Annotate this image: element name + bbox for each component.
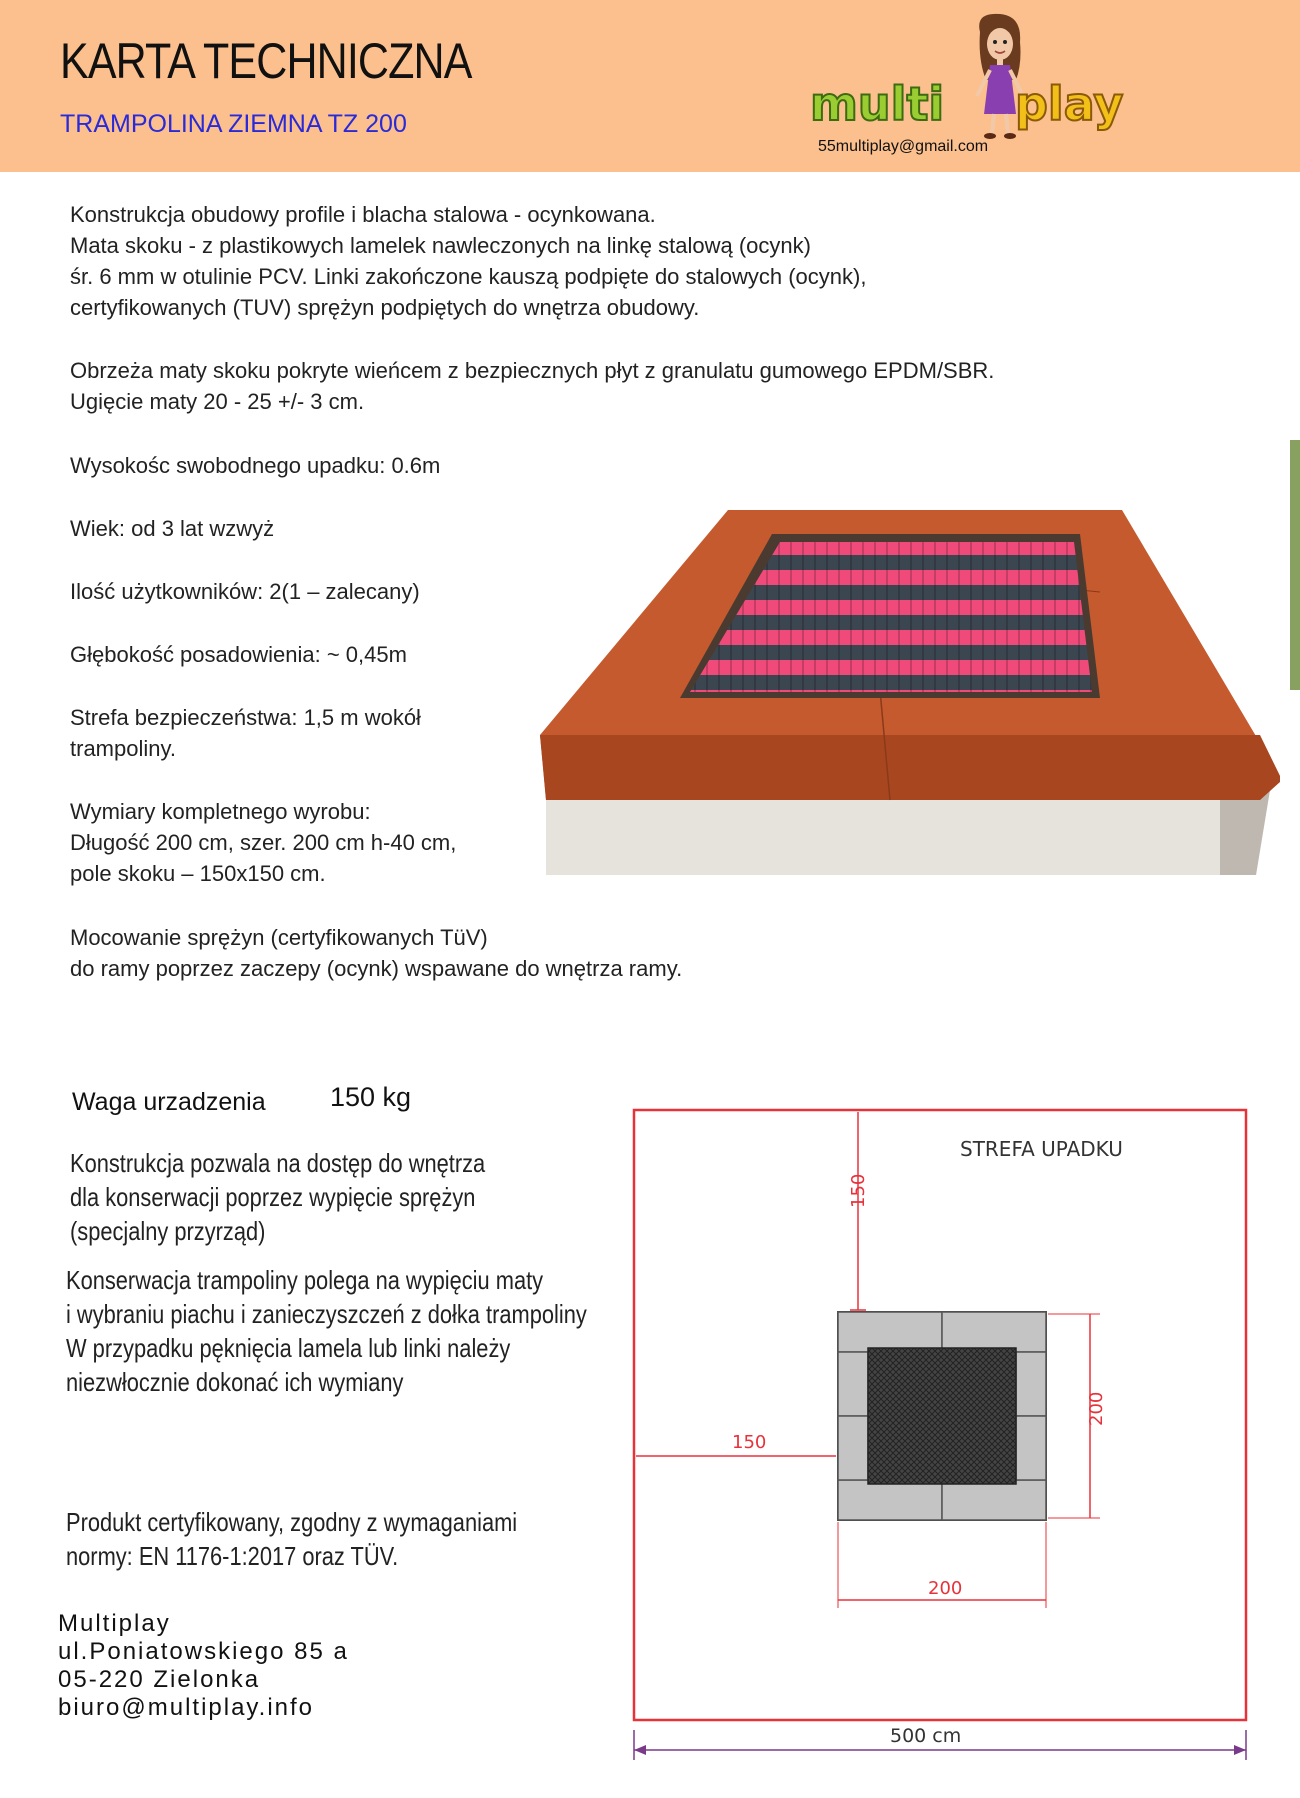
maintenance-paragraph [66,1263,587,1399]
page-subtitle: TRAMPOLINA ZIEMNA TZ 200 [60,110,407,138]
product-dimensions [70,796,456,889]
text-line: Długość 200 cm, szer. 200 cm h-40 cm, [70,830,457,855]
description-paragraph-2 [70,355,994,417]
weight-value: 150 kg [330,1082,412,1112]
description-paragraph-1 [70,199,866,323]
text-line: (specjalny przyrząd) [70,1216,266,1246]
text-line: normy: EN 1176-1:2017 oraz TÜV. [66,1541,399,1571]
dim-right-200: 200 [1086,1391,1107,1426]
text-line: Mata skoku - z plastikowych lamelek nawleczonych na linkę stalową (ocynk) [70,233,811,258]
text-line: Produkt certyfikowany, zgodny z wymaganiami [66,1507,518,1537]
dim-left-150: 150 [732,1432,767,1453]
text-line: i wybraniu piachu i zanieczyszczeń z dołka trampoliny [66,1299,587,1329]
fall-zone-label: STREFA UPADKU [960,1137,1123,1161]
fall-height: Wysokośc swobodnego upadku: 0.6m [70,453,441,478]
address-line: 05-220 Zielonka [58,1666,261,1693]
dim-total-500: 500 cm [890,1725,962,1747]
dim-bottom-200: 200 [928,1578,963,1599]
age-range: Wiek: od 3 lat wzwyż [70,516,275,541]
dim-top-150: 150 [848,1173,869,1208]
text-line: pole skoku – 150x150 cm. [70,861,326,886]
text-line: W przypadku pęknięcia lamela lub linki należy [66,1333,511,1363]
address-line: Multiplay [58,1610,171,1637]
trampoline-photo [540,510,1280,880]
text-line: Konstrukcja obudowy profile i blacha stalowa - ocynkowana. [70,202,656,227]
text-line: certyfikowanych (TUV) sprężyn podpiętych do wnętrza obudowy. [70,295,700,320]
text-line: niezwłocznie dokonać ich wymiany [66,1367,404,1397]
text-line: trampoliny. [70,736,176,761]
text-line: dla konserwacji poprzez wypięcie sprężyn [70,1182,476,1212]
address-line: ul.Poniatowskiego 85 a [58,1638,349,1665]
foundation-depth: Głębokość posadowienia: ~ 0,45m [70,642,407,667]
text-line: Konstrukcja pozwala na dostęp do wnętrza [70,1148,486,1178]
text-line: Konserwacja trampoliny polega na wypięciu maty [66,1265,544,1295]
text-line: Wymiary kompletnego wyrobu: [70,799,371,824]
text-line: Obrzeża maty skoku pokryte wieńcem z bezpiecznych płyt z granulatu gumowego EPDM/SBR. [70,358,995,383]
cropped-photo-edge [1290,440,1300,690]
trampoline-top-view [838,1312,1046,1520]
access-paragraph [70,1146,485,1248]
safety-zone-diagram [620,1078,1270,1778]
address-line: biuro@multiplay.info [58,1694,315,1721]
logo-text-play: play [1015,77,1124,131]
spring-mounting [70,922,682,984]
certification-paragraph [66,1505,517,1573]
text-line: śr. 6 mm w otulinie PCV. Linki zakończone kauszą podpięte do stalowych (ocynk), [70,264,867,289]
safety-zone [70,702,421,764]
text-line: Mocowanie sprężyn (certyfikowanych TüV) [70,925,488,950]
text-line: Ugięcie maty 20 - 25 +/- 3 cm. [70,389,365,414]
header-email: 55multiplay@gmail.com [818,138,989,155]
text-line: do ramy poprzez zaczepy (ocynk) wspawane do wnętrza ramy. [70,956,683,981]
page-title: KARTA TECHNICZNA [60,33,472,89]
user-count: Ilość użytkowników: 2(1 – zalecany) [70,579,420,604]
company-address [58,1610,349,1722]
logo-text-multi: multi [810,77,945,131]
text-line: Strefa bezpieczeństwa: 1,5 m wokół [70,705,421,730]
weight-label: Waga urzadzenia [72,1088,266,1116]
